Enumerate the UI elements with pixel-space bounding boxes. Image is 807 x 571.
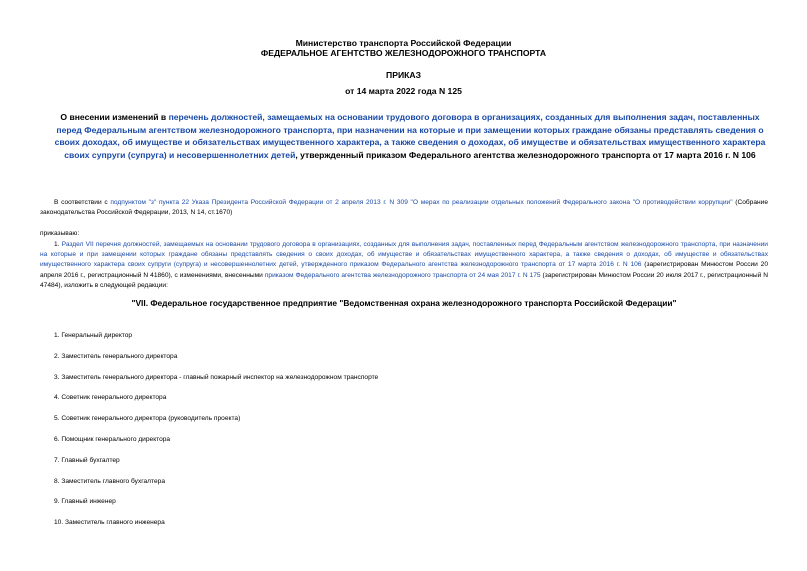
- list-item: 9. Главный инженер: [54, 498, 116, 506]
- list-item: 2. Заместитель генерального директора: [54, 352, 178, 360]
- section-title: "VII. Федеральное государственное предприятие "Ведомственная охрана железнодорожного транспорта Российской Федерации": [131, 298, 677, 308]
- item1-text-2: (зарегистрирован Минюстом России 20 апреля 2016 г., регистрационный N 41860), с изменениями, внесенными: [40, 261, 768, 279]
- title-prefix: О внесении изменений в: [60, 112, 169, 122]
- order-date: от 14 марта 2022 года N 125: [345, 86, 462, 96]
- order-label: ПРИКАЗ: [386, 70, 421, 80]
- title-suffix: , утвержденный приказом Федерального агентства железнодорожного транспорта от 17 марта 2016 г. N 106: [295, 150, 756, 161]
- list-item: 6. Помощник генерального директора: [54, 435, 171, 443]
- document-title: [52, 111, 768, 162]
- agency-name: ФЕДЕРАЛЬНОЕ АГЕНТСТВО ЖЕЛЕЗНОДОРОЖНОГО ТРАНСПОРТА: [260, 48, 547, 58]
- list-item: 1. Генеральный директор: [54, 332, 133, 339]
- item-1-paragraph: [40, 240, 768, 291]
- order-word: приказываю:: [40, 230, 80, 237]
- list-item: 7. Главный бухгалтер: [54, 456, 120, 464]
- section-vii-link[interactable]: Раздел VII перечня должностей, замещаемых на основании трудового договора в организациях, созданных для выполнения задач, поставленных перед Федеральным агентством железнодорожного транспорта, при назначении на которые и при замещении которых граждане обязаны представлять сведения о своих доходах, об имуществе и обязательствах имущественного характера, а также сведения о доходах, об имуществе и обязательствах имущественного характера своих супруги (супруга) и несовершеннолетних детей, утвержденного приказом Федерального агентства железнодорожного транспорта от 17 марта 2016 г. N 106: [40, 241, 768, 269]
- list-item: 3. Заместитель генерального директора - главный пожарный инспектор на железнодорожном транспорте: [54, 373, 379, 381]
- item1-text-1: 1.: [54, 241, 62, 248]
- list-item: 5. Советник генерального директора (руководитель проекта): [54, 415, 241, 423]
- decree-link[interactable]: подпунктом "з" пункта 22 Указа Президента Российской Федерации от 2 апреля 2013 г. N 309 "О мерах по реализации отдельных положений Федерального закона "О противодействии коррупции": [110, 199, 733, 206]
- item1-text-3: (зарегистрирован Минюстом России 20 июля 2017 г., регистрационный N 47484), изложить в следующей редакции:: [40, 271, 768, 289]
- basis-text-1: В соответствии с: [54, 199, 111, 206]
- list-item: 10. Заместитель главного инженера: [54, 519, 165, 527]
- ministry-name: Министерство транспорта Российской Федерации: [295, 38, 512, 48]
- basis-paragraph: [40, 198, 768, 218]
- list-item: 4. Советник генерального директора: [54, 394, 167, 402]
- title-link[interactable]: перечень должностей, замещаемых на основании трудового договора в организациях, созданных для выполнения задач, поставленных перед Федеральным агентством железнодорожного транспорта, при назначении на которые и при замещении которых граждане обязаны представлять сведения о своих доходах, об имуществе и обязательствах имущественного характера, а также сведения о доходах, об имуществе и обязательствах имущественного характера своих супруги (супруга) и несовершеннолетних детей: [54, 112, 766, 161]
- positions-list: [54, 331, 378, 539]
- basis-text-2: (Собрание законодательства Российской Федерации, 2013, N 14, ст.1670): [40, 199, 769, 217]
- list-item: 8. Заместитель главного бухгалтера: [54, 477, 165, 485]
- order-175-link[interactable]: приказом Федерального агентства железнодорожного транспорта от 24 мая 2017 г. N 175: [264, 271, 541, 279]
